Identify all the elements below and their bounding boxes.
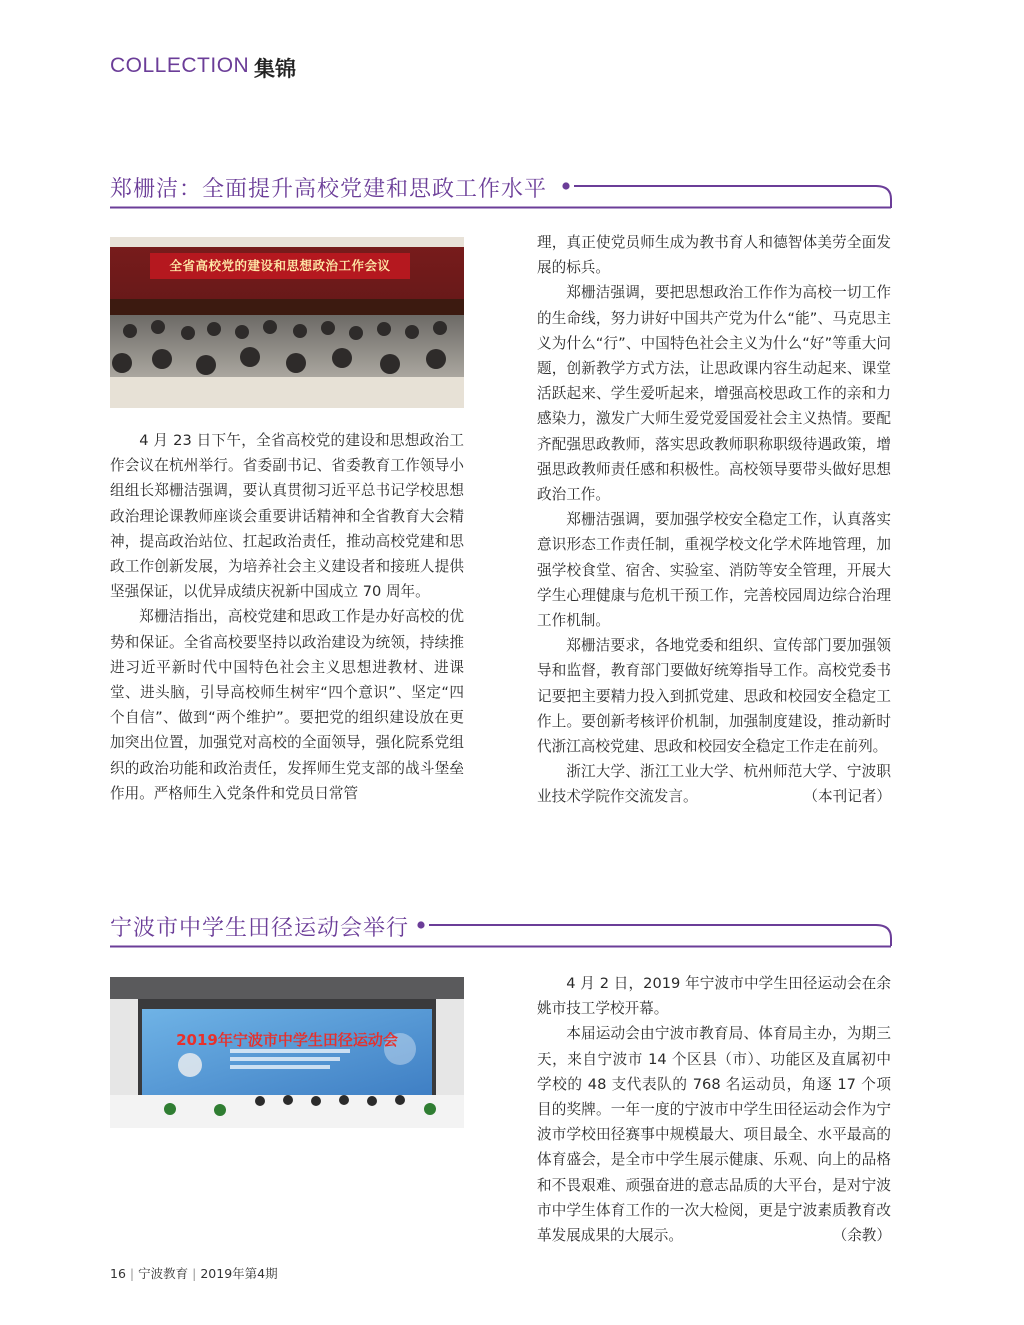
paragraph-text: 本届运动会由宁波市教育局、体育局主办，为期三天，来自宁波市 14 个区县（市）、功能区及直属初中学校的 48 支代表队的 768 名运动员，角逐 17 个项目的奖牌。一年一度的宁波市中学生田径运动会作为宁波市学校田径赛事中规模最大、项目最全、水平最高的体育盛会，是全市中学生展示健康、乐观、向上的品格和不畏艰难、顽强奋进的意志品质的大平台，是对宁波市中学生体育工作的一次大检阅，更是宁波素质教育改革发展成果的大展示。 (537, 1025, 891, 1245)
sports-banner-text: 2019年宁波市中学生田径运动会 (176, 1031, 398, 1049)
article1-title: 郑栅洁：全面提升高校党建和思政工作水平 (110, 177, 548, 202)
paragraph: 郑栅洁指出，高校党建和思政工作是办好高校的优势和保证。全省高校要坚持以政治建设为统领，持续推进习近平新时代中国特色社会主义思想进教材、进课堂、进头脑，引导高校师生树牢“四个意识”、坚定“四个自信”、做到“两个维护”。要把党的组织建设放在更加突出位置，加强党对高校的全面领导，强化院系党组织的政治功能和政治责任，发挥师生党支部的战斗堡垒作用。严格师生入党条件和党员日常管 (110, 608, 464, 802)
paragraph: 郑栅洁强调，要把思想政治工作作为高校一切工作的生命线，努力讲好中国共产党为什么“能”、马克思主义为什么“行”、中国特色社会主义为什么“好”等重大问题，创新教学方式方法，让思政课内容生动起来、课堂活跃起来、学生爱听起来，增强高校思政工作的亲和力感染力，激发广大师生爱党爱国爱社会主义热情。要配齐配强思政教师，落实思政教师职称职级待遇政策，增强思政教师责任感和积极性。高校领导要带头做好思想政治工作。 (537, 284, 891, 504)
last-paragraph-text: 浙江大学、浙江工业大学、杭州师范大学、宁波职业技术学院作交流发言。 (537, 763, 891, 806)
article1-credit: （本刊记者） (803, 788, 891, 806)
section-label-en: COLLECTION (110, 54, 250, 77)
page-number: 16 (110, 1266, 126, 1281)
paragraph: 郑栅洁强调，要加强学校安全稳定工作，认真落实意识形态工作责任制，重视学校文化学术阵地管理，加强学校食堂、宿舍、实验室、消防等安全管理，开展大学生心理健康与危机干预工作，完善校园周边综合治理工作机制。 (537, 511, 891, 630)
article2-column (537, 971, 891, 1248)
paragraph: 4 月 23 日下午，全省高校党的建设和思想政治工作会议在杭州举行。省委副书记、省委教育工作领导小组组长郑栅洁强调，要认真贯彻习近平总书记学校思想政治理论课教师座谈会重要讲话精神和全省教育大会精神，提高政治站位、扛起政治责任，推动高校党建和思政工作创新发展，为培养社会主义建设者和接班人提供坚强保证，以优异成绩庆祝新中国成立 70 周年。 (110, 432, 464, 601)
paragraph-last (537, 1021, 891, 1248)
article2-credit: （余教） (832, 1227, 891, 1245)
paragraph: 4 月 2 日，2019 年宁波市中学生田径运动会在余姚市技工学校开幕。 (537, 975, 891, 1018)
section-label-cn: 集锦 (254, 57, 296, 81)
issue-label: 2019年第4期 (200, 1266, 278, 1281)
article2-title: 宁波市中学生田径运动会举行 (110, 916, 410, 941)
sports-meet-photo (110, 977, 464, 1128)
paragraph: 郑栅洁要求，各地党委和组织、宣传部门要加强领导和监督，教育部门要做好统筹指导工作。高校党委书记要把主要精力投入到抓党建、思政和校园安全稳定工作上。要创新考核评价机制，加强制度建设，推动新时代浙江高校党建、思政和校园安全稳定工作走在前列。 (537, 637, 891, 756)
conference-banner-text: 全省高校党的建设和思想政治工作会议 (169, 258, 391, 273)
page-footer: 16 | 宁波教育 | 2019年第4期 (110, 1266, 278, 1281)
publication-name: 宁波教育 (138, 1266, 189, 1281)
paragraph-continuation: 理，真正使党员师生成为教书育人和德智体美劳全面发展的标兵。 (537, 234, 891, 277)
